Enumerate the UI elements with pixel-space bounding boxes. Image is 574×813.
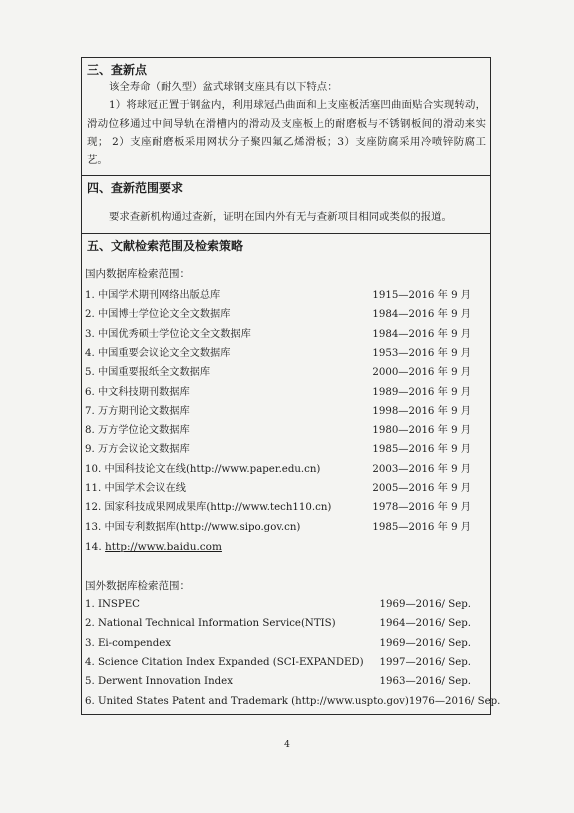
item-14-number: 14. (85, 541, 106, 553)
page-number: 4 (284, 740, 290, 750)
domestic-item-name: 1. 中国学术期刊网络出版总库 (85, 290, 221, 301)
domestic-item-date-range: 1984—2016 年 9 月 (372, 328, 471, 340)
domestic-item-row (85, 386, 471, 400)
list-item-14 (85, 540, 222, 554)
foreign-item-name: 5. Derwent Innovation Index (85, 676, 233, 688)
section-five-box (81, 233, 501, 715)
domestic-item-date-range: 1998—2016 年 9 月 (372, 405, 471, 417)
section-four-heading: 四、查新范围要求 (87, 181, 184, 195)
domestic-item-name: 4. 中国重要会议论文全文数据库 (85, 347, 231, 359)
domestic-item-row (85, 289, 471, 303)
domestic-title: 国内数据库检索范围： (85, 268, 190, 280)
foreign-title: 国外数据库检索范围： (85, 580, 190, 592)
domestic-item-name: 13. 中国专利数据库(http://www.sipo.gov.cn) (85, 521, 301, 533)
domestic-item-row (85, 482, 471, 496)
domestic-item-date-range: 1915—2016 年 9 月 (372, 290, 471, 301)
domestic-item-name: 10. 中国科技论文在线(http://www.paper.edu.cn) (85, 463, 321, 475)
foreign-item-date-range: 1969—2016/ Sep. (379, 599, 471, 610)
foreign-item-row (85, 637, 471, 651)
foreign-item-name: 1. INSPEC (85, 599, 140, 610)
domestic-item-name: 9. 万方会议论文数据库 (85, 444, 190, 456)
domestic-item-name: 12. 国家科技成果网成果库(http://www.tech110.cn) (85, 502, 332, 514)
foreign-item-date-range: 1976—2016/ Sep. (408, 695, 501, 707)
foreign-item-name: 6. United States Patent and Trademark (http://www.uspto.gov) (85, 695, 409, 707)
section-three-features: 1）将球冠正置于钢盆内，利用球冠凸曲面和上支座板活塞凹曲面贴合实现转动，滑动位移通过中间导轨在滑槽内的滑动及支座板上的耐磨板与不锈钢板间的滑动来实现； 2）支座耐磨板采用网状分子聚四氟乙烯滑板；3）支座防腐采用冷喷锌防腐工艺。 (87, 99, 486, 167)
foreign-item-date-range: 1963—2016/ Sep. (379, 676, 471, 688)
section-three-heading: 三、查新点 (87, 63, 148, 77)
domestic-item-name: 3. 中国优秀硕士学位论文全文数据库 (85, 328, 251, 340)
domestic-item-date-range: 1989—2016 年 9 月 (372, 386, 471, 398)
domestic-item-date-range: 2000—2016 年 9 月 (372, 367, 471, 379)
domestic-item-row (85, 521, 471, 535)
foreign-item-date-range: 1964—2016/ Sep. (379, 618, 471, 630)
domestic-item-date-range: 1984—2016 年 9 月 (372, 309, 471, 321)
foreign-item-name: 4. Science Citation Index Expanded (SCI-EXPANDED) (85, 656, 364, 668)
domestic-item-date-range: 1985—2016 年 9 月 (372, 521, 471, 533)
foreign-item-row (85, 675, 471, 689)
domestic-item-name: 2. 中国博士学位论文全文数据库 (85, 309, 231, 321)
domestic-item-row (85, 347, 471, 361)
domestic-item-date-range: 1985—2016 年 9 月 (372, 444, 471, 456)
foreign-item-name: 2. National Technical Information Service(NTIS) (85, 618, 336, 630)
domestic-item-row (85, 366, 471, 380)
domestic-item-row (85, 463, 471, 477)
foreign-item-row (85, 695, 501, 709)
foreign-item-row (85, 617, 471, 631)
foreign-item-row (85, 656, 471, 670)
domestic-item-date-range: 1978—2016 年 9 月 (372, 502, 471, 514)
foreign-item-row (85, 598, 471, 612)
domestic-item-row (85, 405, 471, 419)
domestic-item-date-range: 1980—2016 年 9 月 (372, 425, 471, 437)
domestic-item-row (85, 443, 471, 457)
domestic-item-name: 5. 中国重要报纸全文数据库 (85, 367, 211, 379)
foreign-item-date-range: 1997—2016/ Sep. (379, 656, 471, 668)
domestic-item-name: 8. 万方学位论文数据库 (85, 425, 190, 437)
domestic-item-name: 7. 万方期刊论文数据库 (85, 405, 190, 417)
section-three-intro: 该全寿命（耐久型）盆式球钢支座具有以下特点： (109, 81, 338, 93)
section-four-text: 要求查新机构通过查新，证明在国内外有无与查新项目相同或类似的报道。 (109, 211, 452, 223)
domestic-item-row (85, 308, 471, 322)
domestic-item-row (85, 424, 471, 438)
section-three-box (81, 57, 491, 175)
foreign-item-date-range: 1969—2016/ Sep. (379, 637, 471, 649)
domestic-item-row (85, 328, 471, 342)
domestic-item-row (85, 501, 471, 515)
baidu-link[interactable]: http://www.baidu.com (105, 541, 222, 553)
domestic-item-name: 6. 中文科技期刊数据库 (85, 386, 190, 398)
domestic-item-date-range: 1953—2016 年 9 月 (372, 347, 471, 359)
domestic-item-date-range: 2003—2016 年 9 月 (372, 463, 471, 475)
section-four-box (81, 175, 491, 233)
domestic-item-date-range: 2005—2016 年 9 月 (372, 483, 471, 494)
domestic-item-name: 11. 中国学术会议在线 (85, 483, 186, 494)
foreign-item-name: 3. Ei-compendex (85, 637, 172, 649)
section-five-heading: 五、文献检索范围及检索策略 (87, 239, 244, 253)
